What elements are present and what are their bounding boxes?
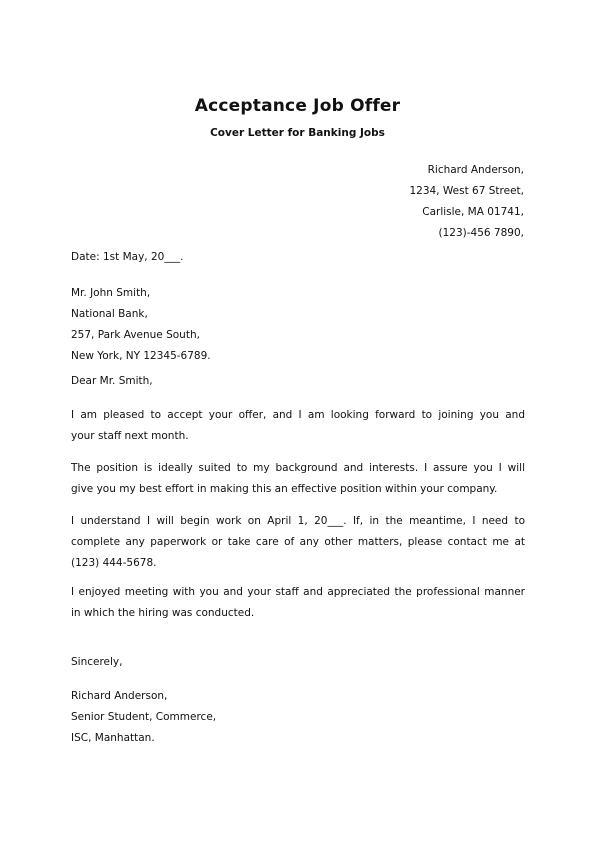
sender-city: Carlisle, MA 01741, (422, 206, 524, 218)
recipient-city: New York, NY 12345-6789. (71, 350, 211, 362)
paragraph-2 (71, 458, 525, 500)
signature-name: Richard Anderson, (71, 690, 168, 702)
paragraph-line: The position is ideally suited to my background and interests. I assure you I will (71, 462, 525, 474)
paragraph-line: (123) 444-5678. (71, 557, 157, 569)
paragraph-line: in which the hiring was conducted. (71, 607, 255, 619)
sender-phone: (123)-456 7890, (438, 227, 524, 239)
paragraph-1 (71, 405, 525, 447)
paragraph-line: your staff next month. (71, 430, 189, 442)
signature-block (71, 686, 525, 749)
paragraph-3 (71, 511, 525, 574)
signature-title: Senior Student, Commerce, (71, 711, 217, 723)
paragraph-line: I enjoyed meeting with you and your staff and appreciated the professional manner (71, 586, 525, 598)
recipient-name: Mr. John Smith, (71, 287, 151, 299)
sender-name: Richard Anderson, (427, 164, 524, 176)
document-title: Acceptance Job Offer (194, 96, 401, 116)
closing: Sincerely, (71, 656, 123, 668)
paragraph-line: complete any paperwork or take care of any other matters, please contact me at (71, 536, 525, 548)
sender-street: 1234, West 67 Street, (409, 185, 524, 197)
salutation: Dear Mr. Smith, (71, 375, 153, 387)
paragraph-line: I understand I will begin work on April 1, 20___. If, in the meantime, I need to (71, 515, 525, 527)
paragraph-4 (71, 582, 525, 624)
paragraph-line: I am pleased to accept your offer, and I am looking forward to joining you and (71, 409, 525, 421)
signature-org: ISC, Manhattan. (71, 732, 155, 744)
document-subtitle: Cover Letter for Banking Jobs (210, 127, 385, 139)
sender-address (410, 160, 525, 244)
recipient-address (71, 283, 525, 367)
recipient-street: 257, Park Avenue South, (71, 329, 200, 341)
recipient-company: National Bank, (71, 308, 148, 320)
letter-date: Date: 1st May, 20___. (71, 251, 184, 263)
paragraph-line: give you my best effort in making this an effective position within your company. (71, 483, 498, 495)
